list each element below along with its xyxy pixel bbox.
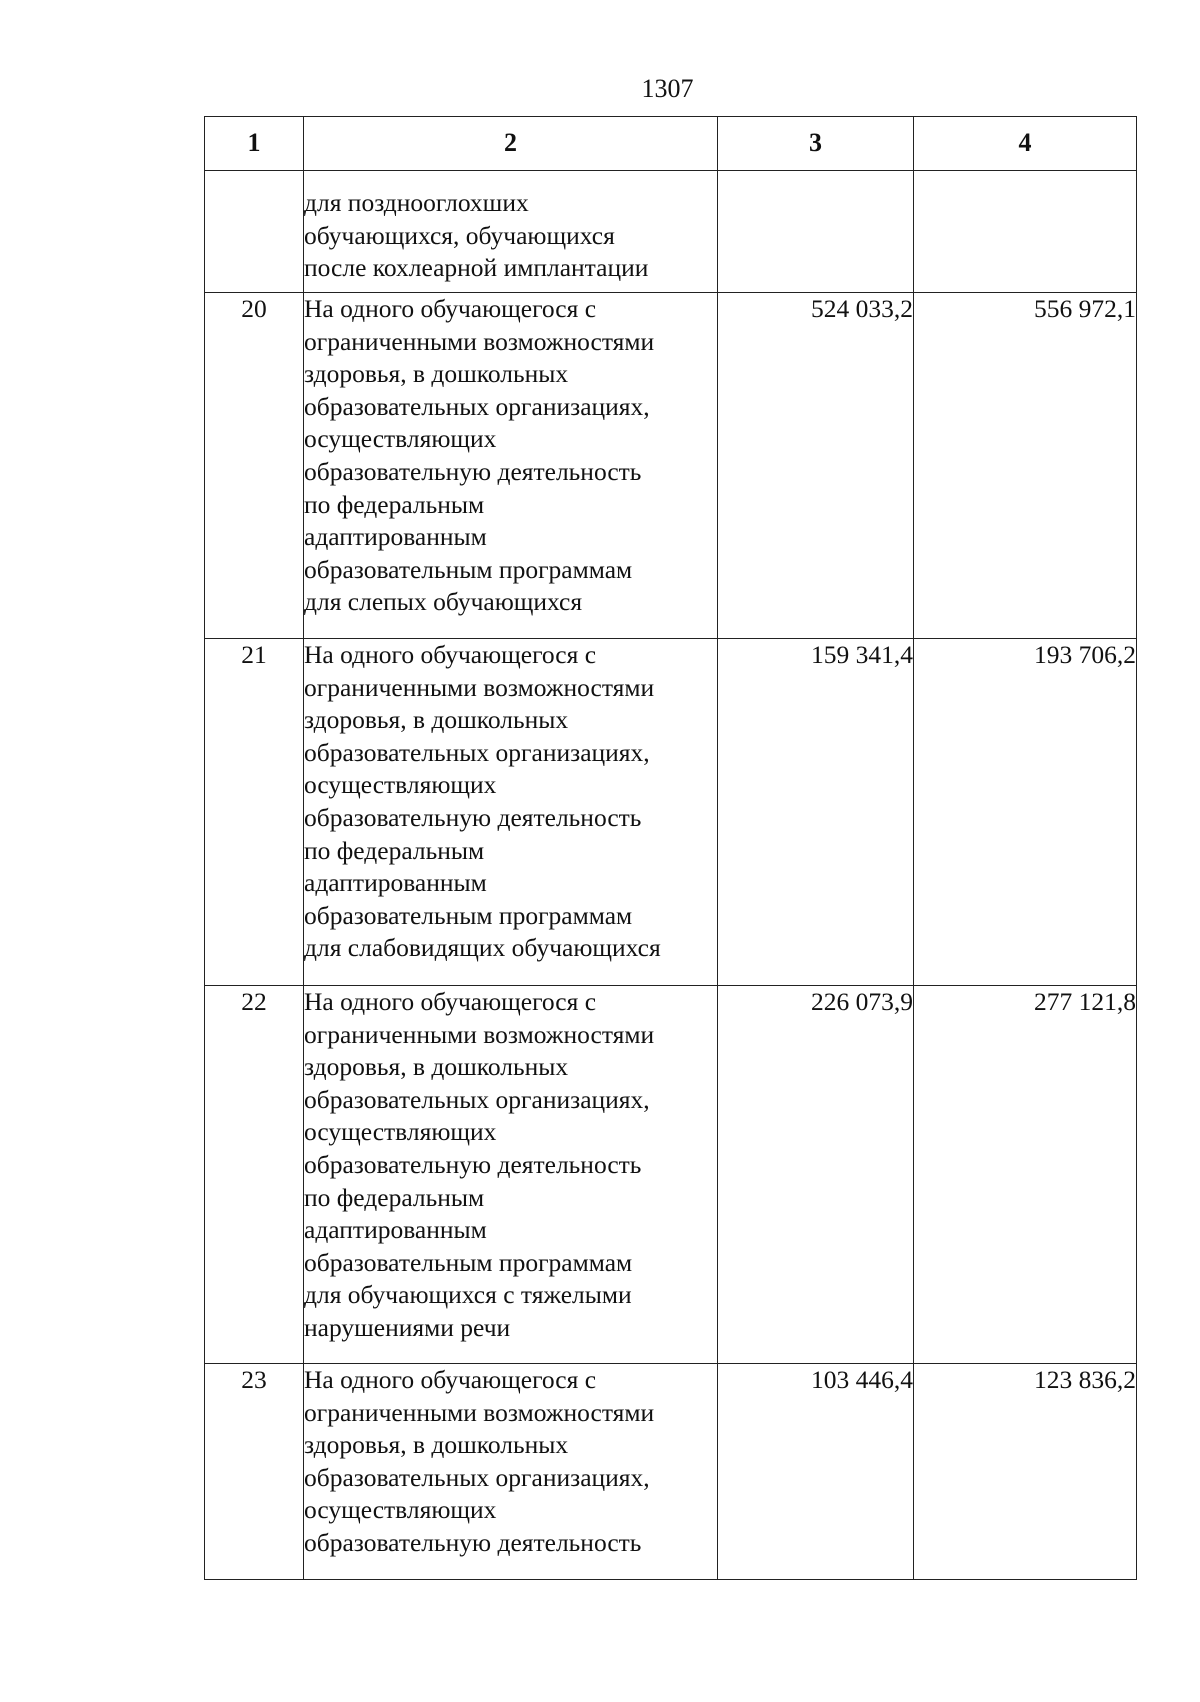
row-description-text: На одного обучающегося с ограниченными возможностями здоровья, в дошкольных образовательных организациях, осуществляющих образовательную деятельность по федеральным адаптированным образовательным программам для обучающихся с тяжелыми нарушениями речи [304, 987, 655, 1342]
header-col-4: 4 [914, 117, 1137, 171]
table-row [205, 171, 1137, 293]
table-header-row [205, 117, 1137, 171]
row-description-text: для позднооглохших обучающихся, обучающихся после кохлеарной имплантации [304, 188, 649, 283]
row-number [205, 171, 304, 293]
table-row [205, 986, 1137, 1364]
row-value-col4: 277 121,8 [914, 986, 1137, 1364]
row-description-text: На одного обучающегося с ограниченными возможностями здоровья, в дошкольных образовательных организациях, осуществляющих образовательную деятельность [304, 1365, 655, 1557]
row-value-col3: 159 341,4 [718, 639, 914, 986]
row-description-text: На одного обучающегося с ограниченными возможностями здоровья, в дошкольных образовательных организациях, осуществляющих образовательную деятельность по федеральным адаптированным образовательным программам для слабовидящих обучающихся [304, 640, 661, 963]
row-description [304, 639, 718, 986]
table-row [205, 639, 1137, 986]
row-description [304, 1364, 718, 1580]
header-col-1: 1 [205, 117, 304, 171]
row-number: 23 [205, 1364, 304, 1580]
budget-table [204, 116, 1137, 1580]
row-value-col3: 103 446,4 [718, 1364, 914, 1580]
row-value-col4: 123 836,2 [914, 1364, 1137, 1580]
row-value-col4: 193 706,2 [914, 639, 1137, 986]
row-value-col3: 524 033,2 [718, 293, 914, 639]
row-description [304, 986, 718, 1364]
row-number: 21 [205, 639, 304, 986]
row-value-col4 [914, 171, 1137, 293]
row-description-text: На одного обучающегося с ограниченными возможностями здоровья, в дошкольных образовательных организациях, осуществляющих образовательную деятельность по федеральным адаптированным образовательным программам для слепых обучающихся [304, 294, 655, 617]
row-number: 22 [205, 986, 304, 1364]
row-value-col3 [718, 171, 914, 293]
row-description [304, 171, 718, 293]
header-col-3: 3 [718, 117, 914, 171]
row-description [304, 293, 718, 639]
table-row [205, 1364, 1137, 1580]
row-value-col4: 556 972,1 [914, 293, 1137, 639]
row-value-col3: 226 073,9 [718, 986, 914, 1364]
row-number: 20 [205, 293, 304, 639]
page-number: 1307 [641, 74, 694, 103]
table-row [205, 293, 1137, 639]
header-col-2: 2 [304, 117, 718, 171]
